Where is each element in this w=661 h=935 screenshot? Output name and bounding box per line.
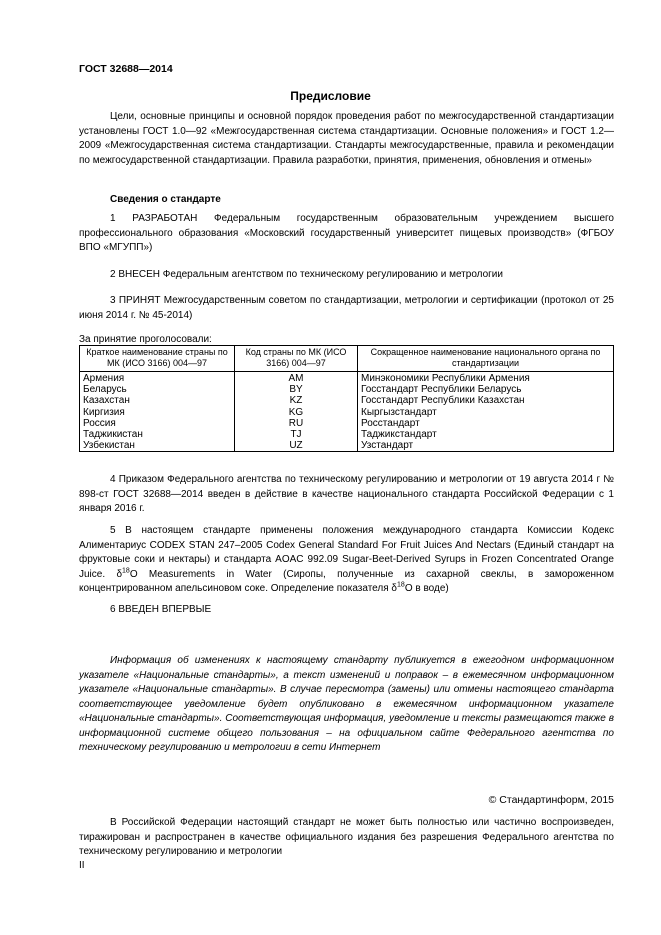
item-1-paragraph: 1 РАЗРАБОТАН Федеральным государственным образовательным учреждением высшего профессионального образования «Московский государственный университет пищевых производств» (ФГБОУ ВПО «МГУПП») <box>79 213 614 253</box>
section-subtitle: Сведения о стандарте <box>110 194 221 205</box>
org-cell: Минэкономики Республики Армения <box>358 372 614 385</box>
org-cell: Госстандарт Республики Казахстан <box>358 395 614 406</box>
org-cell: Узстандарт <box>358 440 614 452</box>
rights-notice: В Российской Федерации настоящий стандарт не может быть полностью или частично воспроизведен, тиражирован и распространен в качестве официального издания без разрешения Федерального агентства по техническому регулированию и метрологии <box>79 817 614 857</box>
table-row <box>80 407 614 418</box>
agreement-label: За принятие проголосовали: <box>79 334 212 345</box>
copyright-line: © Стандартинформ, 2015 <box>488 794 614 806</box>
table-row <box>80 395 614 406</box>
code-cell: AM <box>235 372 358 385</box>
item-5-text-c: O в воде) <box>404 583 449 594</box>
org-cell: Таджикстандарт <box>358 429 614 440</box>
page-number: II <box>79 860 85 871</box>
item-4-paragraph: 4 Приказом Федерального агентства по техническому регулированию и метрологии от 19 августа 2014 г № 898-ст ГОСТ 32688—2014 введен в действие в качестве национального стандарта Российской Федерации с 1 января 2016 г. <box>79 474 614 514</box>
isotope-superscript: 18 <box>397 581 405 589</box>
country-cell: Беларусь <box>80 384 235 395</box>
item-5-text-b: O Measurements in Water (Сиропы, полученные из сахарной свеклы, в замороженном концентрированном апельсиновом соке. Определение показателя δ <box>79 568 615 594</box>
intro-paragraph: Цели, основные принципы и основной порядок проведения работ по межгосударственной стандартизации установлены ГОСТ 1.0—92 «Межгосударственная система стандартизации. Основные положения» и ГОСТ 1.2—2009 «Межгосударственная система стандартизации. Стандарты межгосударственные, правила и рекомендации по межгосударственной стандартизации. Правила разработки, принятия, применения, обновления и отмены» <box>79 111 614 166</box>
country-cell: Казахстан <box>80 395 235 406</box>
table-header-org: Сокращенное наименование национального органа по стандартизации <box>358 346 614 372</box>
table-row <box>80 384 614 395</box>
org-cell: Госстандарт Республики Беларусь <box>358 384 614 395</box>
table-header-code: Код страны по МК (ИСО 3166) 004—97 <box>235 346 358 372</box>
table-header-country: Краткое наименование страны по МК (ИСО 3166) 004—97 <box>80 346 235 372</box>
table-row <box>80 440 614 452</box>
table-row <box>80 372 614 385</box>
country-cell: Россия <box>80 418 235 429</box>
isotope-superscript: 18 <box>122 567 130 575</box>
standard-code-header: ГОСТ 32688—2014 <box>79 63 173 75</box>
code-cell: BY <box>235 384 358 395</box>
code-cell: KZ <box>235 395 358 406</box>
item-6-paragraph: 6 ВВЕДЕН ВПЕРВЫЕ <box>110 604 212 615</box>
org-cell: Росстандарт <box>358 418 614 429</box>
item-5-paragraph <box>79 524 614 597</box>
code-cell: KG <box>235 407 358 418</box>
item-2-paragraph: 2 ВНЕСЕН Федеральным агентством по техническому регулированию и метрологии <box>110 269 503 280</box>
country-cell: Таджикистан <box>80 429 235 440</box>
code-cell: UZ <box>235 440 358 452</box>
voting-table <box>79 345 614 452</box>
changes-notice: Информация об изменениях к настоящему стандарту публикуется в ежегодном информационном указателе «Национальные стандарты», а текст изменений и поправок – в ежемесячном информационном указателе «Национальные стандарты». В случае пересмотра (замены) или отмены настоящего стандарта соответствующее уведомление будет опубликовано в ежемесячном информационном указателе «Национальные стандарты». Соответствующая информация, уведомление и тексты размещаются также в информационной системе общего пользования – на официальном сайте Федерального агентства по техническому регулированию и метрологии в сети Интернет <box>79 655 614 753</box>
country-cell: Армения <box>80 372 235 385</box>
table-row <box>80 418 614 429</box>
country-cell: Узбекистан <box>80 440 235 452</box>
page-title: Предисловие <box>290 89 371 103</box>
country-cell: Киргизия <box>80 407 235 418</box>
code-cell: TJ <box>235 429 358 440</box>
org-cell: Кыргызстандарт <box>358 407 614 418</box>
table-row <box>80 429 614 440</box>
code-cell: RU <box>235 418 358 429</box>
item-3-paragraph: 3 ПРИНЯТ Межгосударственным советом по стандартизации, метрологии и сертификации (протокол от 25 июня 2014 г. № 45-2014) <box>79 295 614 321</box>
item-5-text-a: 5 В настоящем стандарте применены положения международного стандарта Комиссии Кодекс Алиментариус CODEX STAN 247–2005 Codex General Standard For Fruit Juices And Nectars (Единый стандарт на фруктовые соки и нектары) и стандарта AOAC 992.09 Sugar-Beet-Derived Syrups in Frozen Concentrated Orange Juice. δ <box>79 525 614 580</box>
